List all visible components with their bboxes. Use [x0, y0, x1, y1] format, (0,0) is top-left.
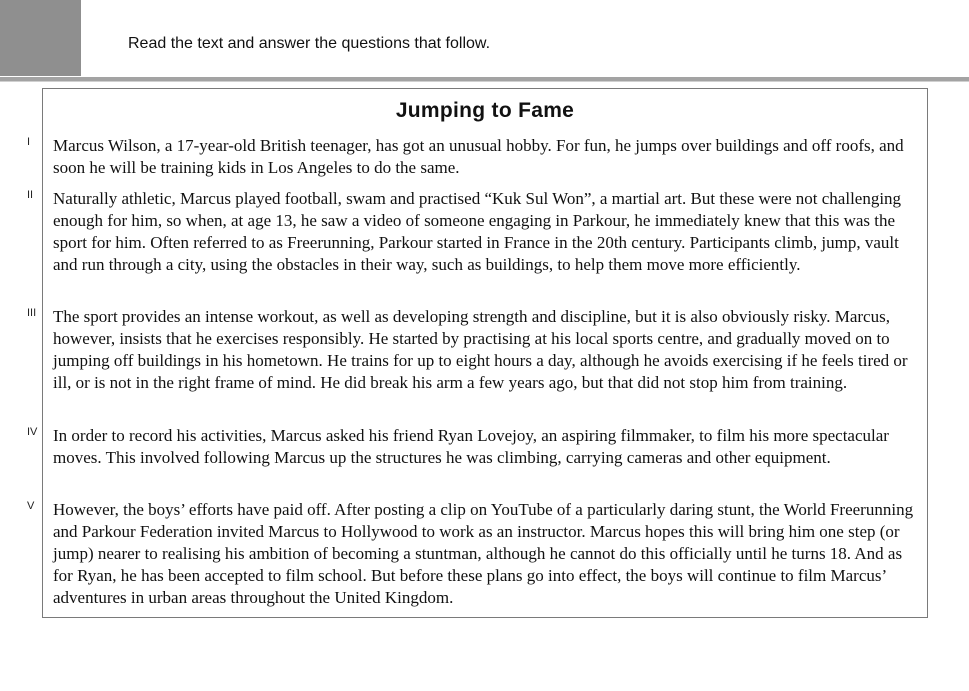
paragraph-number: II [27, 189, 34, 201]
instruction-text: Read the text and answer the questions that follow. [128, 35, 491, 52]
paragraph-number: I [27, 136, 31, 148]
article-title: Jumping to Fame [395, 99, 575, 122]
paragraph-text: The sport provides an intense workout, as well as developing strength and discipline, but it is also obviously risky. Marcus, however, insists that he exercises responsibly. He started by practising at his local sports centre, and gradually moved on to jumping off buildings in his hometown. He trains for up to eight hours a day, although he avoids exercising if he feels tired or ill, or is not in the right frame of mind. He did break his arm a few years ago, but that did not stop him from training. [53, 307, 908, 392]
paragraph-number: IV [27, 426, 38, 438]
header-divider-shadow [0, 81, 969, 82]
paragraph-number: III [27, 307, 37, 319]
paragraph-number: V [27, 500, 35, 512]
paragraph-text: In order to record his activities, Marcus asked his friend Ryan Lovejoy, an aspiring filmmaker, to film his more spectacular moves. This involved following Marcus up the structures he was climbing, carrying cameras and other equipment. [53, 426, 889, 467]
paragraph-text: Marcus Wilson, a 17-year-old British teenager, has got an unusual hobby. For fun, he jumps over buildings and off roofs, and soon he will be training kids in Los Angeles to do the same. [53, 136, 904, 177]
paragraph-text: However, the boys’ efforts have paid off. After posting a clip on YouTube of a particularly daring stunt, the World Freerunning and Parkour Federation invited Marcus to Hollywood to work as an instructor. Marcus hopes this will bring him one step (or jump) nearer to realising his ambition of becoming a stuntman, although he cannot do this officially until he turns 18. And as for Ryan, he has been accepted to film school. But before these plans go into effect, the boys will continue to film Marcus’ adventures in urban areas throughout the United Kingdom. [53, 500, 914, 607]
paragraph-text: Naturally athletic, Marcus played football, swam and practised “Kuk Sul Won”, a martial art. But these were not challenging enough for him, so when, at age 13, he saw a video of someone engaging in Parkour, he immediately knew that this was the sport for him. Often referred to as Freerunning, Parkour started in France in the 20th century. Participants climb, jump, vault and run through a city, using the obstacles in their way, such as buildings, to help them move more efficiently. [53, 189, 902, 274]
header-corner-block [0, 0, 81, 76]
